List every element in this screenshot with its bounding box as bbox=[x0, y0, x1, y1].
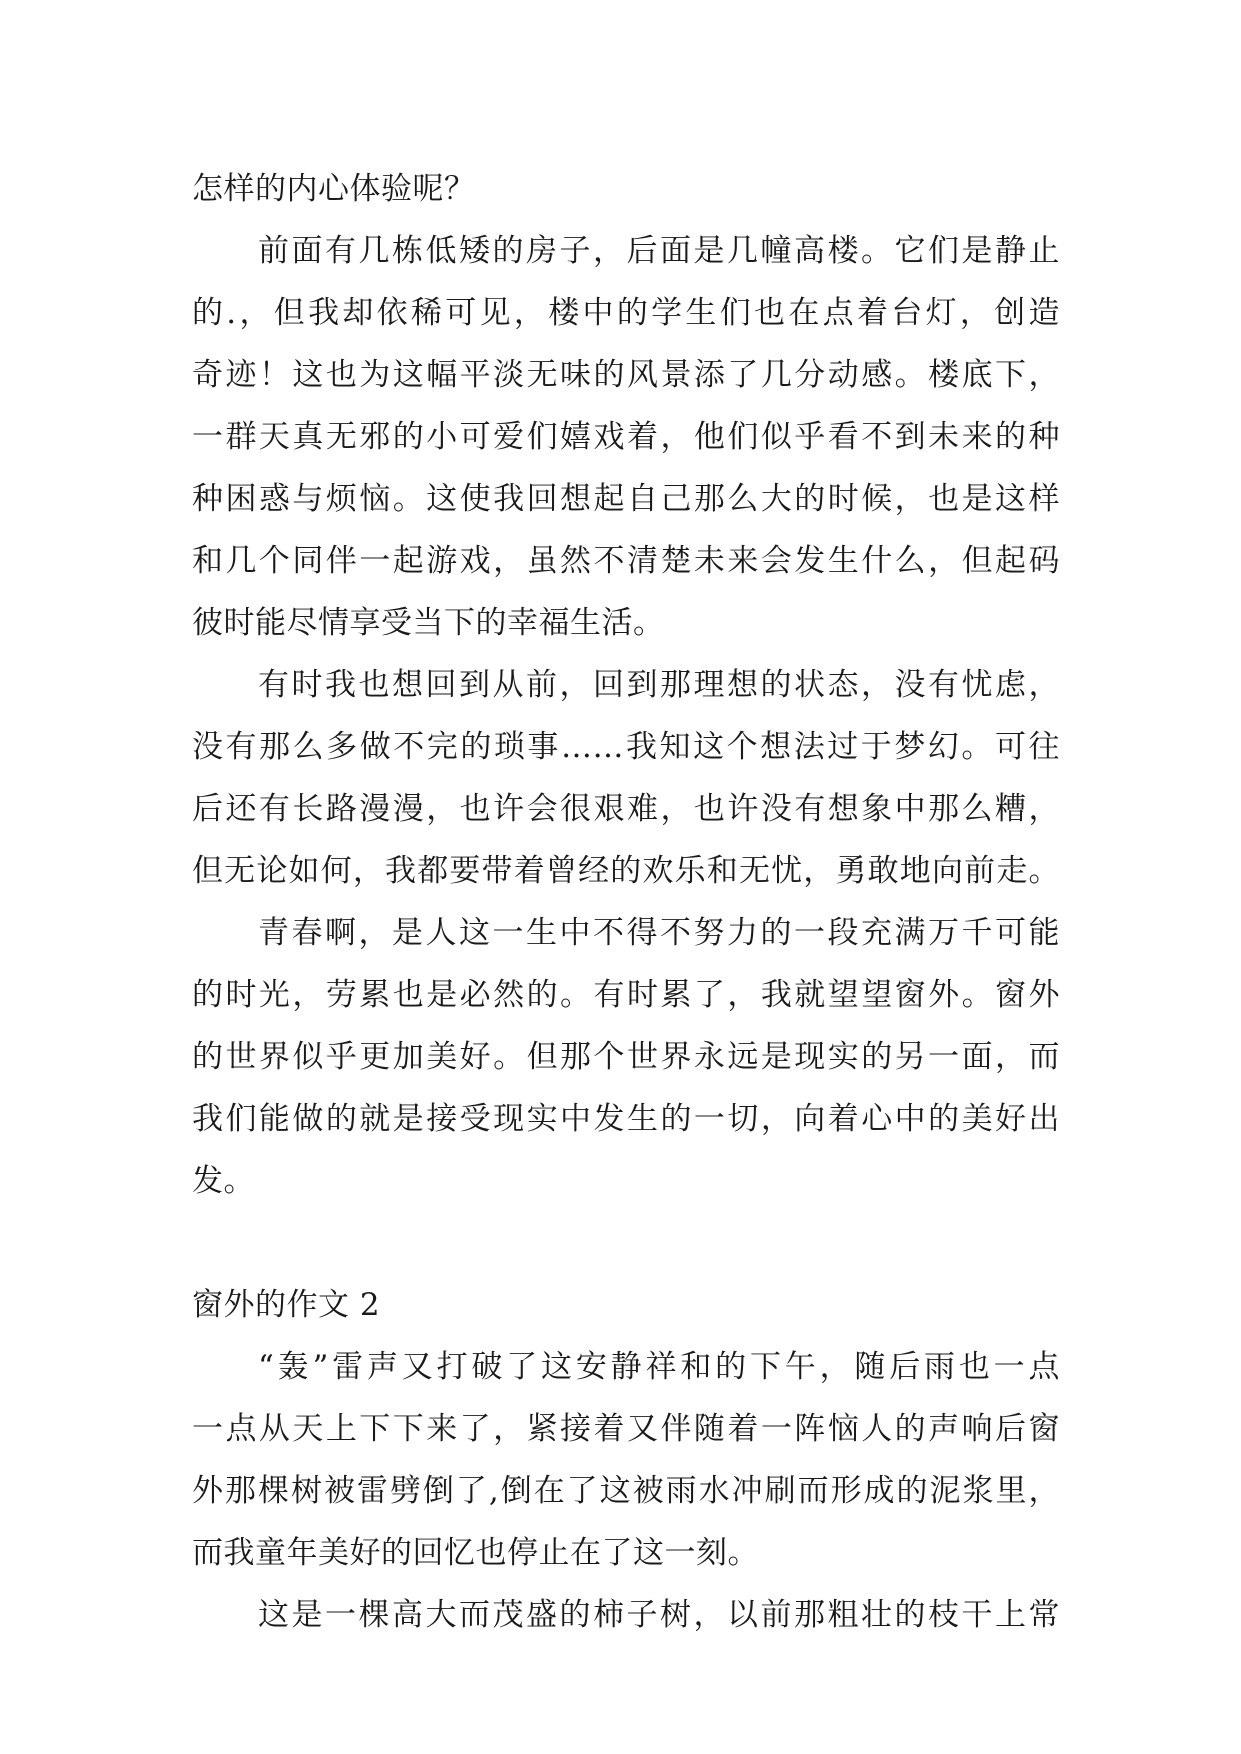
text-line: 而我童年美好的回忆也停止在了这一刻。 bbox=[192, 1535, 759, 1571]
text-line: 没有那么多做不完的琐事……我知这个想法过于梦幻。可往 bbox=[192, 729, 1060, 765]
text-line: 但无论如何，我都要带着曾经的欢乐和无忧，勇敢地向前走。 bbox=[192, 853, 1060, 889]
text-line: 和几个同伴一起游戏，虽然不清楚未来会发生什么，但起码 bbox=[192, 543, 1060, 579]
text-line: 青春啊，是人这一生中不得不努力的一段充满万千可能 bbox=[258, 915, 1060, 951]
text-line: 这是一棵高大而茂盛的柿子树，以前那粗壮的枝干上常 bbox=[258, 1597, 1060, 1633]
text-line: 前面有几栋低矮的房子，后面是几幢高楼。它们是静止 bbox=[258, 233, 1060, 269]
text-line: 的.，但我却依稀可见，楼中的学生们也在点着台灯，创造 bbox=[192, 295, 1060, 331]
text-line: “轰”雷声又打破了这安静祥和的下午，随后雨也一点 bbox=[258, 1349, 1060, 1385]
text-line: 种困惑与烦恼。这使我回想起自己那么大的时候，也是这样 bbox=[192, 481, 1060, 517]
text-line: 外那棵树被雷劈倒了,倒在了这被雨水冲刷而形成的泥浆里， bbox=[192, 1473, 1060, 1509]
paragraph-gap bbox=[192, 1212, 1060, 1274]
text-line: 一群天真无邪的小可爱们嬉戏着，他们似乎看不到未来的种 bbox=[192, 419, 1060, 455]
text-line: 我们能做的就是接受现实中发生的一切，向着心中的美好出 bbox=[192, 1101, 1060, 1137]
document-body bbox=[192, 158, 1060, 1646]
document-page bbox=[192, 158, 1060, 1646]
text-line: 奇迹！这也为这幅平淡无味的风景添了几分动感。楼底下， bbox=[192, 357, 1060, 393]
text-line: 彼时能尽情享受当下的幸福生活。 bbox=[192, 605, 665, 641]
text-line: 的时光，劳累也是必然的。有时累了，我就望望窗外。窗外 bbox=[192, 977, 1060, 1013]
text-line: 发。 bbox=[192, 1163, 255, 1199]
text-line: 怎样的内心体验呢？ bbox=[192, 171, 476, 207]
text-line: 有时我也想回到从前，回到那理想的状态，没有忧虑， bbox=[258, 667, 1060, 703]
text-line: 的世界似乎更加美好。但那个世界永远是现实的另一面，而 bbox=[192, 1039, 1060, 1075]
section-heading: 窗外的作文 2 bbox=[192, 1287, 381, 1323]
text-line: 一点从天上下下来了，紧接着又伴随着一阵恼人的声响后窗 bbox=[192, 1411, 1060, 1447]
text-line: 后还有长路漫漫，也许会很艰难，也许没有想象中那么糟， bbox=[192, 791, 1060, 827]
